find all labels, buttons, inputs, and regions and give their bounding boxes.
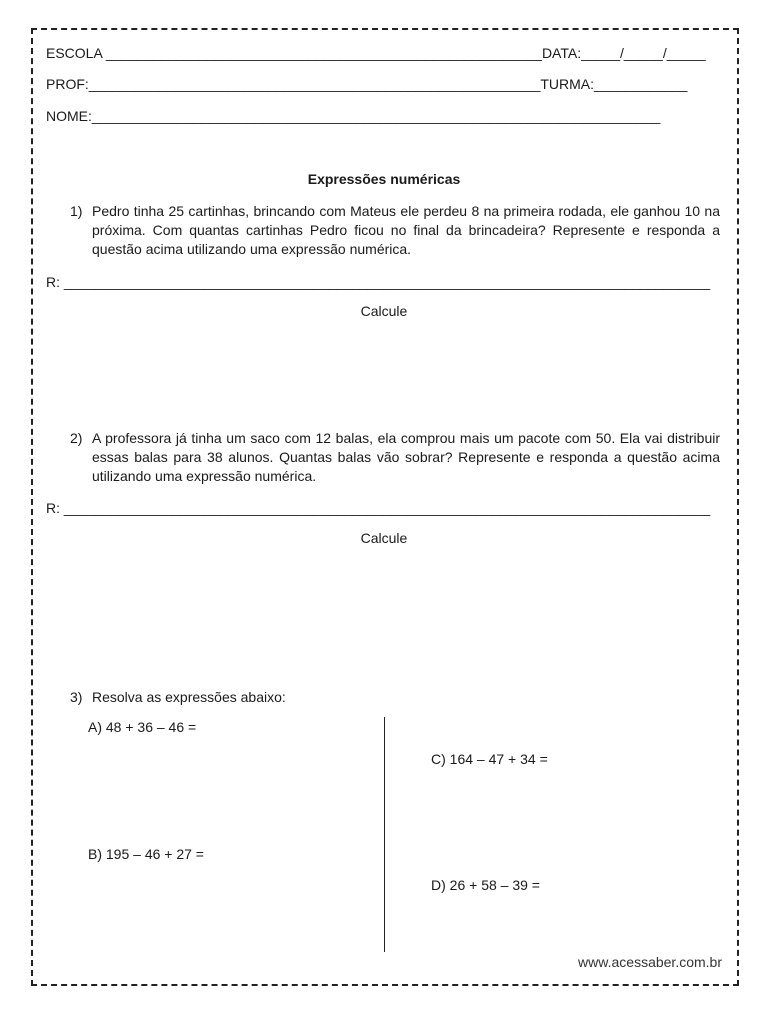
prof-turma-line: PROF:__________________________________________________________TURMA:____________	[46, 76, 688, 92]
q3-text: Resolva as expressões abaixo:	[92, 689, 286, 705]
q2-text: A professora já tinha um saco com 12 balas, ela comprou mais um pacote com 50. Ela vai distribuir essas balas para 38 alunos. Quantas balas vão sobrar? Represente e responda a questão acima utilizando uma expressão numérica.	[92, 430, 720, 484]
expression-b: B) 195 – 46 + 27 =	[88, 846, 204, 862]
column-divider	[384, 717, 385, 952]
q2-calc-label: Calcule	[360, 530, 408, 546]
expression-a: A) 48 + 36 – 46 =	[88, 719, 197, 735]
name-line: NOME:_________________________________________________________________________	[46, 108, 661, 124]
q1-number: 1)	[70, 203, 83, 219]
footer-site: www.acessaber.com.br	[578, 954, 722, 970]
q1-answer-line: R: ___________________________________________________________________________________	[46, 274, 711, 290]
q3-number: 3)	[70, 689, 83, 705]
q1-calc-label: Calcule	[360, 303, 408, 319]
expression-c: C) 164 – 47 + 34 =	[431, 751, 548, 767]
q2-number: 2)	[70, 430, 83, 446]
expression-d: D) 26 + 58 – 39 =	[431, 877, 540, 893]
worksheet-title: Expressões numéricas	[307, 171, 461, 187]
school-date-line: ESCOLA ________________________________________________________DATA:_____/_____/_____	[46, 45, 706, 61]
q1-text: Pedro tinha 25 cartinhas, brincando com Mateus ele perdeu 8 na primeira rodada, ele ganhou 10 na próxima. Com quantas cartinhas Pedro ficou no final da brincadeira? Represente e responda a questão acima utilizando uma expressão numérica.	[92, 203, 720, 257]
q2-answer-line: R: ___________________________________________________________________________________	[46, 500, 711, 516]
